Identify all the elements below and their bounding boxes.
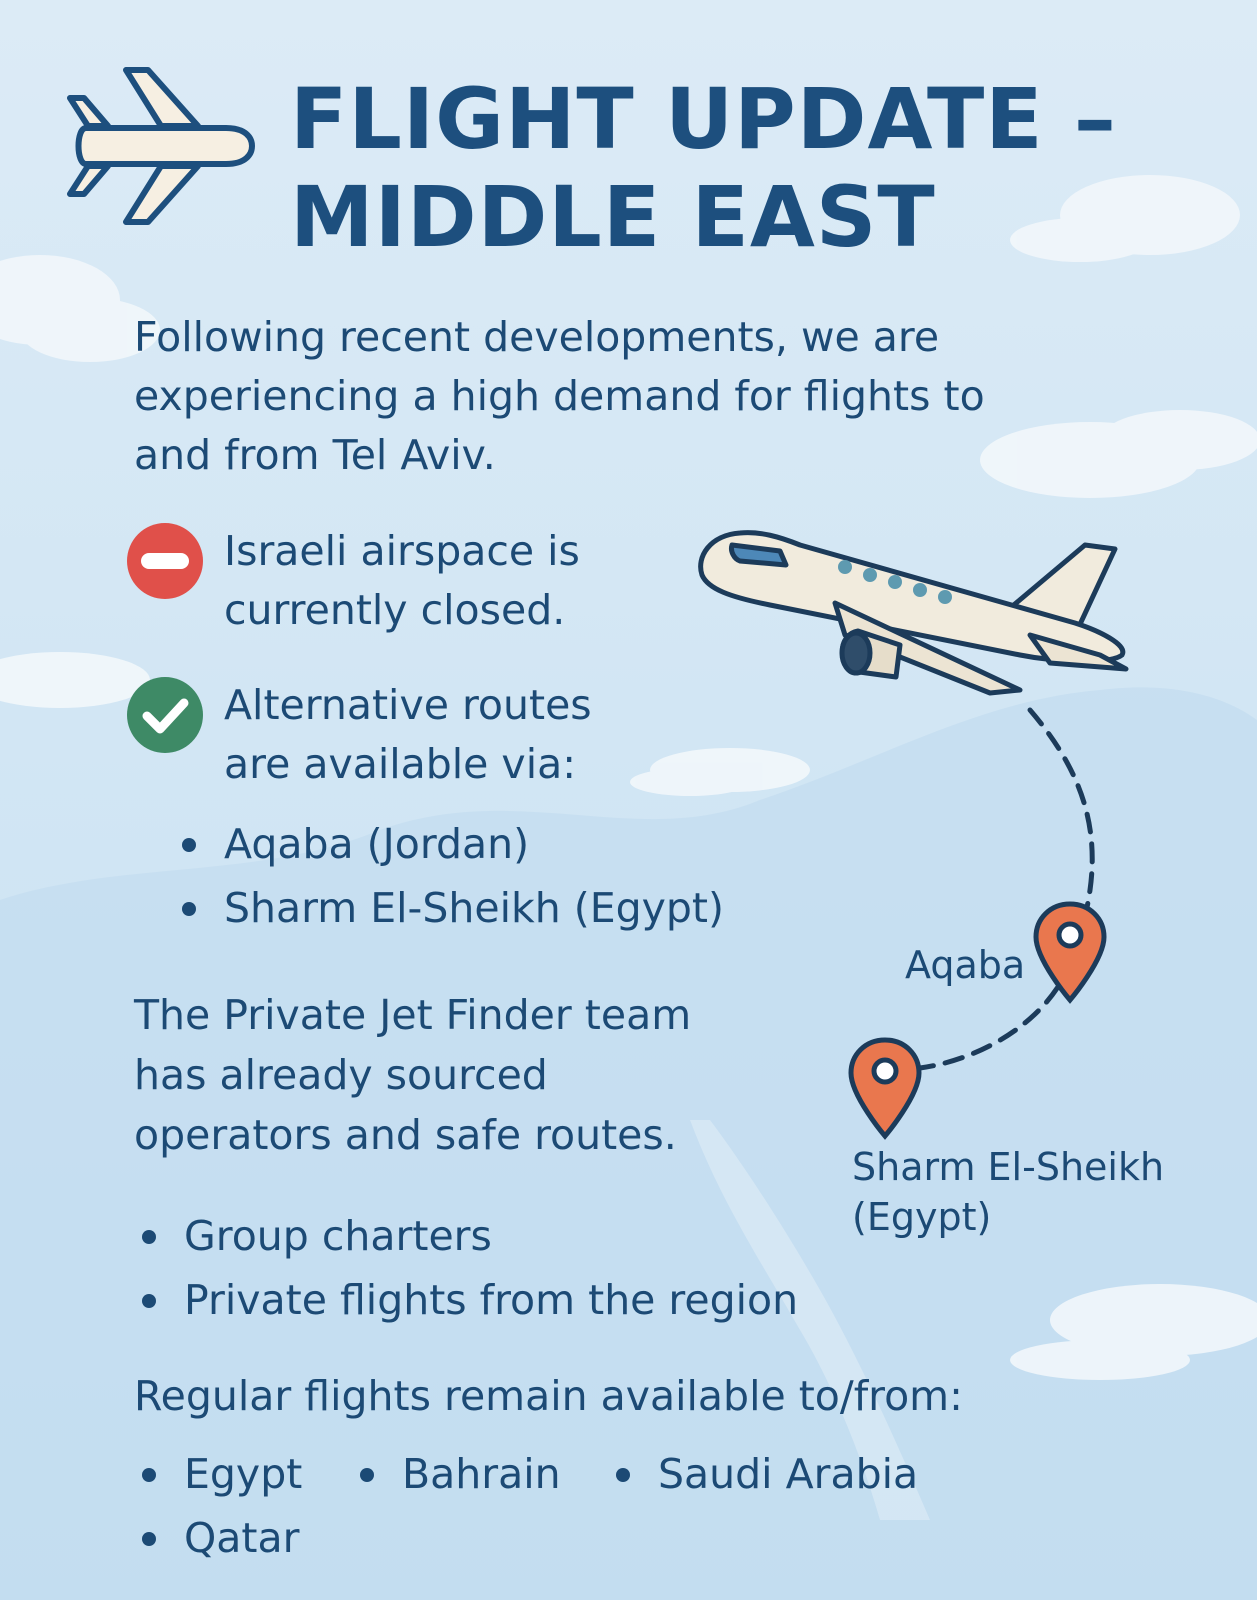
route-item-sharm: Sharm El-Sheikh (Egypt) xyxy=(224,876,724,940)
services-list xyxy=(184,1204,798,1332)
airplane-outline-icon xyxy=(66,66,256,231)
country-item-saudi-arabia: Saudi Arabia xyxy=(658,1442,918,1506)
status-alternative-row xyxy=(126,676,704,794)
map-pin-icon xyxy=(1030,900,1110,1010)
map-label-aqaba: Aqaba xyxy=(905,943,1026,987)
regular-flights-heading: Regular flights remain available to/from: xyxy=(134,1372,963,1420)
service-item-private-flights: Private flights from the region xyxy=(184,1268,798,1332)
route-item-aqaba: Aqaba (Jordan) xyxy=(224,812,724,876)
airliner-illustration xyxy=(690,505,1140,705)
alternative-text-line-1: Alternative routes xyxy=(224,681,592,729)
title-line-2: MIDDLE EAST xyxy=(290,168,936,266)
map-label-sharm xyxy=(852,1142,1164,1242)
team-line-1: The Private Jet Finder team xyxy=(134,991,692,1039)
title-line-1: FLIGHT UPDATE – xyxy=(290,70,1117,168)
team-line-2: has already sourced xyxy=(134,1051,548,1099)
status-closed-row xyxy=(126,522,704,640)
closed-text-line-1: Israeli airspace is xyxy=(224,527,580,575)
country-list-row-2 xyxy=(184,1506,299,1570)
map-label-sharm-line-2: (Egypt) xyxy=(852,1195,992,1239)
check-circle-icon xyxy=(126,676,204,754)
alternative-text-line-2: are available via: xyxy=(224,740,577,788)
intro-paragraph: Following recent developments, we are experiencing a high demand for flights to and from Tel Aviv. xyxy=(134,313,985,479)
country-item-qatar: Qatar xyxy=(184,1506,299,1570)
alternative-routes-list xyxy=(224,812,724,940)
closed-text-line-2: currently closed. xyxy=(224,586,566,634)
team-paragraph xyxy=(134,985,734,1165)
no-entry-icon xyxy=(126,522,204,600)
map-pin-icon xyxy=(845,1036,925,1146)
country-item-egypt: Egypt xyxy=(184,1442,302,1506)
service-item-group-charters: Group charters xyxy=(184,1204,798,1268)
map-label-sharm-line-1: Sharm El-Sheikh xyxy=(852,1145,1165,1189)
team-line-3: operators and safe routes. xyxy=(134,1111,677,1159)
country-item-bahrain: Bahrain xyxy=(402,1442,561,1506)
page-title xyxy=(290,70,1210,266)
